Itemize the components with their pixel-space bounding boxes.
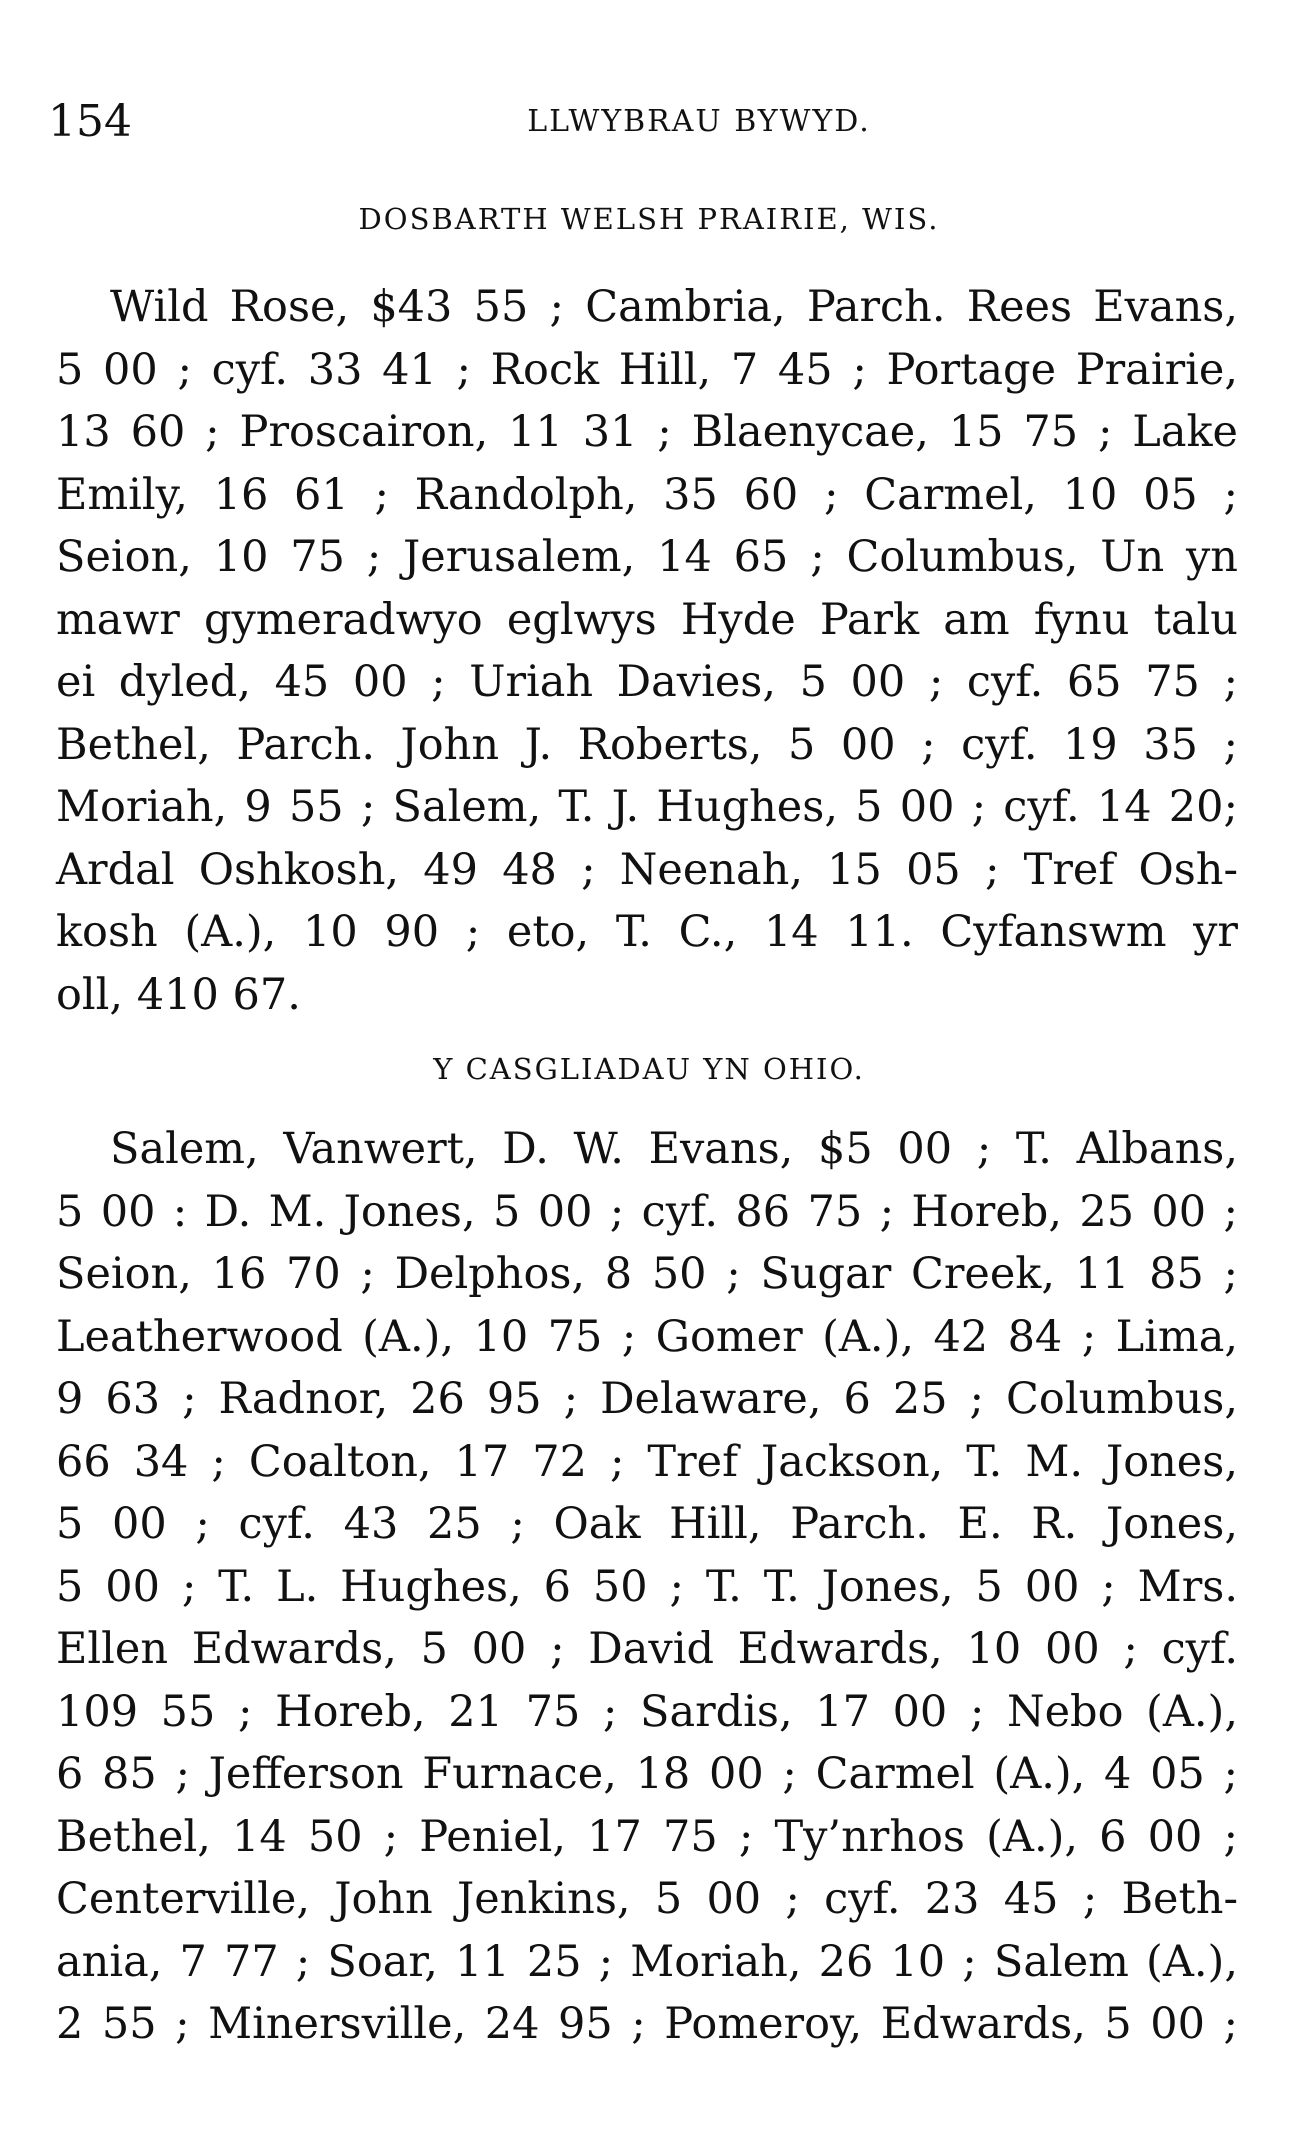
text-line: Seion, 16 70 ; Delphos, 8 50 ; Sugar Creek, 11 85 ; [56, 1249, 1238, 1299]
text-line: 5 00 : D. M. Jones, 5 00 ; cyf. 86 75 ; Horeb, 25 00 ; [56, 1186, 1238, 1237]
text-line: Centerville, John Jenkins, 5 00 ; cyf. 23 45 ; Beth- [56, 1874, 1238, 1924]
section-heading: DOSBARTH WELSH PRAIRIE, WIS. [358, 202, 940, 236]
paragraph [56, 276, 1238, 1026]
text-line: ania, 7 77 ; Soar, 11 25 ; Moriah, 26 10 ; Salem (A.), [56, 1936, 1238, 1987]
text-line: Bethel, Parch. John J. Roberts, 5 00 ; cyf. 19 35 ; [56, 719, 1238, 770]
text-line: Ardal Oshkosh, 49 48 ; Neenah, 15 05 ; Tref Osh- [56, 844, 1238, 895]
text-line: Salem, Vanwert, D. W. Evans, $5 00 ; T. Albans, [110, 1124, 1238, 1174]
text-line: 5 00 ; cyf. 33 41 ; Rock Hill, 7 45 ; Portage Prairie, [56, 344, 1238, 395]
text-line: 66 34 ; Coalton, 17 72 ; Tref Jackson, T. M. Jones, [56, 1436, 1238, 1487]
text-line: 109 55 ; Horeb, 21 75 ; Sardis, 17 00 ; Nebo (A.), [56, 1686, 1238, 1737]
text-line: kosh (A.), 10 90 ; eto, T. C., 14 11. Cyfanswm yr [56, 907, 1238, 957]
text-line: 5 00 ; T. L. Hughes, 6 50 ; T. T. Jones, 5 00 ; Mrs. [56, 1561, 1238, 1612]
text-line: 9 63 ; Radnor, 26 95 ; Delaware, 6 25 ; Columbus, [56, 1374, 1238, 1424]
paragraph [56, 1118, 1238, 2056]
text-line: Moriah, 9 55 ; Salem, T. J. Hughes, 5 00 ; cyf. 14 20; [56, 782, 1238, 832]
text-line: oll, 410 67. [56, 969, 301, 1020]
text-line: Ellen Edwards, 5 00 ; David Edwards, 10 00 ; cyf. [56, 1624, 1238, 1674]
text-line: 2 55 ; Minersville, 24 95 ; Pomeroy, Edwards, 5 00 ; [56, 1999, 1238, 2049]
text-line: 5 00 ; cyf. 43 25 ; Oak Hill, Parch. E. R. Jones, [56, 1499, 1238, 1549]
section-heading: Y CASGLIADAU YN OHIO. [433, 1052, 865, 1086]
running-head [48, 92, 1250, 152]
text-line: Emily, 16 61 ; Randolph, 35 60 ; Carmel, 10 05 ; [56, 469, 1238, 520]
text-line: Bethel, 14 50 ; Peniel, 17 75 ; Ty’nrhos (A.), 6 00 ; [56, 1811, 1238, 1862]
running-title: LLWYBRAU BYWYD. [527, 104, 871, 139]
text-line: 6 85 ; Jefferson Furnace, 18 00 ; Carmel (A.), 4 05 ; [56, 1749, 1238, 1799]
text-line: mawr gymeradwyo eglwys Hyde Park am fynu talu [56, 594, 1238, 645]
text-line: Seion, 10 75 ; Jerusalem, 14 65 ; Columbus, Un yn [56, 532, 1238, 582]
text-line: Leatherwood (A.), 10 75 ; Gomer (A.), 42 84 ; Lima, [56, 1311, 1238, 1362]
text-line: 13 60 ; Proscairon, 11 31 ; Blaenycae, 15 75 ; Lake [56, 407, 1238, 457]
text-line: ei dyled, 45 00 ; Uriah Davies, 5 00 ; cyf. 65 75 ; [56, 657, 1238, 707]
page-number: 154 [48, 96, 132, 147]
text-line: Wild Rose, $43 55 ; Cambria, Parch. Rees Evans, [110, 282, 1238, 332]
